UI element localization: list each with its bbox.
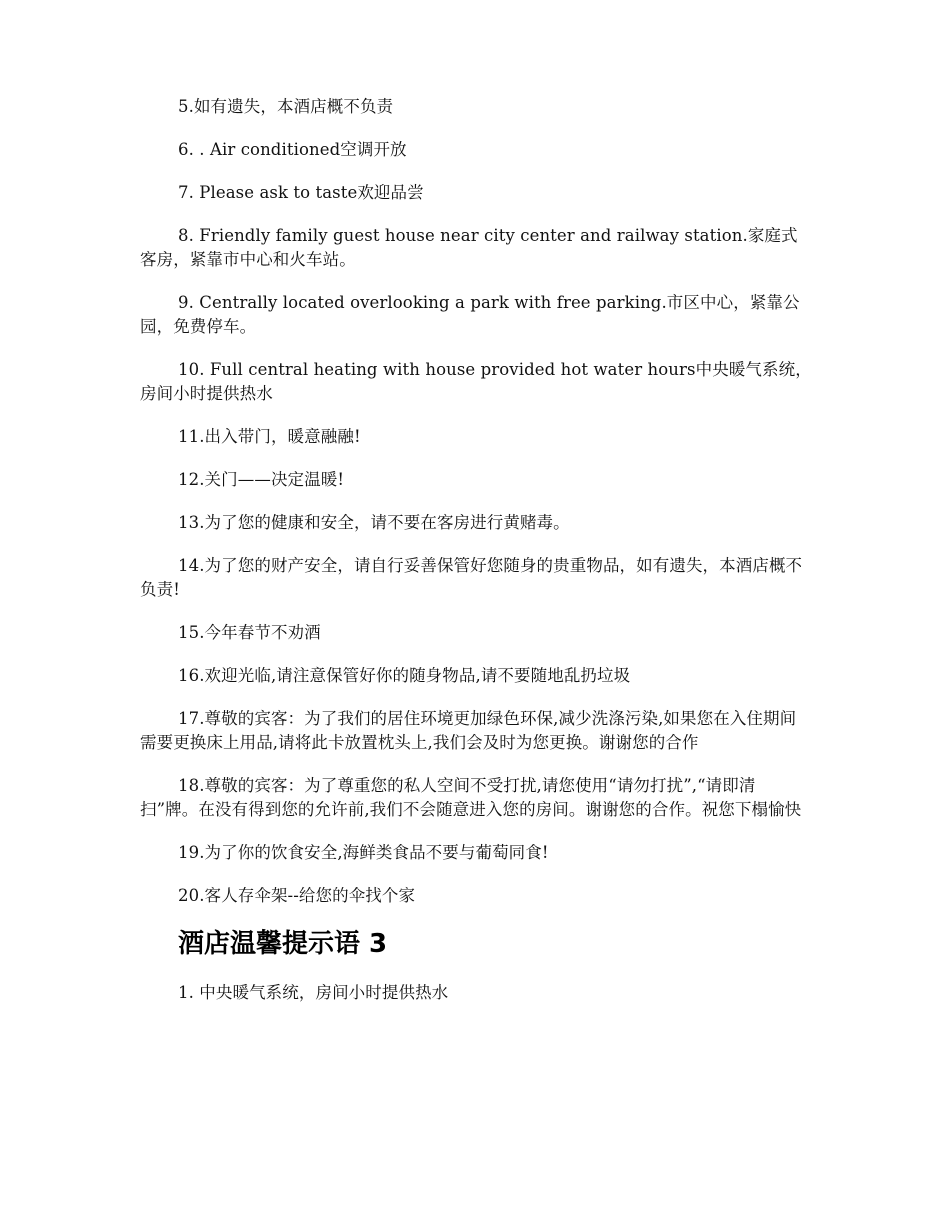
list-item: 15.今年春节不劝酒 — [178, 623, 321, 642]
list-item: 6. . Air conditioned空调开放 — [178, 140, 407, 159]
list-item: 8. Friendly family guest house near city center and railway station.家庭式客房，紧靠市中心和火车站。 — [140, 226, 798, 269]
list-item: 13.为了您的健康和安全，请不要在客房进行黄赌毒。 — [178, 513, 570, 532]
list-item: 5.如有遗失，本酒店概不负责 — [178, 97, 394, 116]
list-item: 1. 中央暖气系统，房间小时提供热水 — [178, 983, 449, 1002]
list-item: 19.为了你的饮食安全,海鲜类食品不要与葡萄同食! — [178, 843, 549, 862]
list-item: 11.出入带门，暖意融融! — [178, 427, 361, 446]
list-item: 18.尊敬的宾客：为了尊重您的私人空间不受打扰,请您使用“请勿打扰”,“请即清扫”牌。在没有得到您的允许前,我们不会随意进入您的房间。谢谢您的合作。祝您下榻愉快 — [140, 776, 802, 819]
list-item: 10. Full central heating with house provided hot water hours中央暖气系统，房间小时提供热水 — [140, 360, 812, 403]
list-item: 12.关门——决定温暖! — [178, 470, 345, 489]
list-item: 7. Please ask to taste欢迎品尝 — [178, 183, 424, 202]
list-item: 20.客人存伞架--给您的伞找个家 — [178, 886, 416, 905]
list-item: 9. Centrally located overlooking a park with free parking.市区中心，紧靠公园，免费停车。 — [140, 293, 800, 336]
list-item: 16.欢迎光临,请注意保管好你的随身物品,请不要随地乱扔垃圾 — [178, 666, 631, 685]
list-item: 17.尊敬的宾客：为了我们的居住环境更加绿色环保,减少洗涤污染,如果您在入住期间需要更换床上用品,请将此卡放置枕头上,我们会及时为您更换。谢谢您的合作 — [140, 709, 797, 752]
document-body — [140, 95, 812, 1024]
list-item: 14.为了您的财产安全，请自行妥善保管好您随身的贵重物品，如有遗失，本酒店概不负责! — [140, 556, 803, 599]
section-heading: 酒店温馨提示语 3 — [178, 929, 388, 959]
